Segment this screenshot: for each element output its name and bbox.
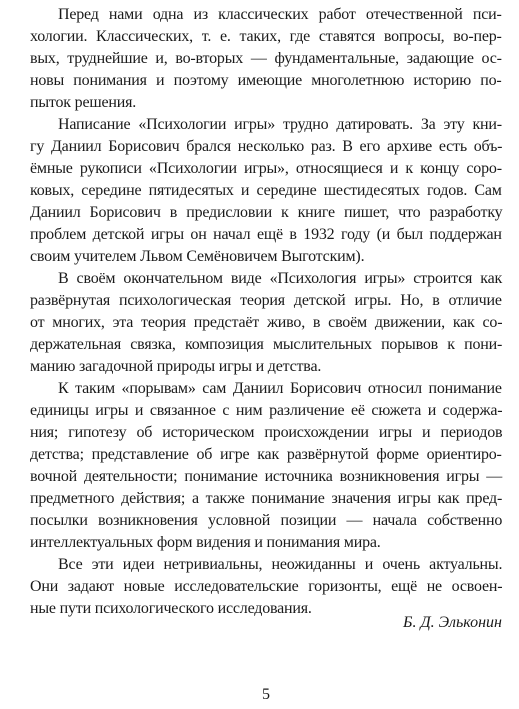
paragraph-2-line-5: Даниил Борисович в предисловии к книге пишет, что разработку [30, 204, 503, 221]
paragraph-3-line-3: от многих, эта теория предстаёт живо, в своём движении, как со- [30, 314, 503, 331]
paragraph-2-line-4: ковых, середине пятидесятых и середине шестидесятых годов. Сам [30, 182, 502, 199]
paragraph-3-line-4: держательная связка, композиция мыслительных порывов к пони- [30, 336, 503, 353]
paragraph-1-line-1: Перед нами одна из классических работ отечественной пси- [58, 6, 502, 23]
paragraph-4-line-2: единицы игры и связанное с ним различение её сюжета и содержа- [30, 402, 503, 419]
paragraph-1-line-5: пыток решения. [30, 94, 137, 111]
paragraph-4-line-4: детства; представление об игре как развёрнутой форме ориентиро- [30, 446, 502, 463]
paragraph-5-line-3: ные пути психологического исследования. [30, 600, 312, 617]
paragraph-2-line-2: гу Даниил Борисович брался несколько раз. В его архиве есть объ- [30, 138, 503, 155]
paragraph-4-line-8: интеллектуальных форм видения и понимания мира. [30, 534, 381, 551]
paragraph-1-line-4: новы понимания и поэтому имеющие многолетнюю историю по- [30, 72, 502, 89]
paragraph-1-line-2: хологии. Классических, т. е. таких, где ставятся вопросы, во-пер- [30, 28, 502, 45]
paragraph-4-line-3: ния; гипотезу об историческом происхождении игры и периодов [30, 424, 503, 441]
paragraph-3-line-2: развёрнутая психологическая теория детской игры. Но, в отличие [30, 292, 502, 309]
paragraph-4-line-1: К таким «порывам» сам Даниил Борисович относил понимание [58, 380, 502, 397]
paragraph-2-line-7: своим учителем Львом Семёновичем Выготским). [30, 248, 365, 265]
paragraph-2-line-6: проблем детской игры он начал ещё в 1932 году (и был поддержан [30, 226, 502, 243]
paragraph-5-line-2: Они задают новые исследовательские горизонты, ещё не освоен- [30, 578, 503, 595]
paragraph-5-line-1: Все эти идеи нетривиальны, неожиданны и очень актуальны. [58, 556, 503, 573]
paragraph-1-line-3: вых, труднейшие и, во-вторых — фундаментальные, задающие ос- [30, 50, 502, 67]
page-number: 5 [262, 686, 270, 703]
paragraph-4-line-7: посылки возникновения условной позиции — начала собственно [30, 512, 503, 529]
paragraph-4-line-5: вочной деятельности; понимание источника возникновения игры — [30, 468, 503, 485]
paragraph-3-line-5: манию загадочной природы игры и детства. [30, 358, 322, 375]
paragraph-2-line-1: Написание «Психологии игры» трудно датировать. За эту кни- [58, 116, 502, 133]
paragraph-2-line-3: ёмные рукописи «Психологии игры», относящиеся и к концу соро- [30, 160, 502, 177]
author-signature: Б. Д. Эльконин [403, 614, 502, 631]
book-page [30, 0, 502, 709]
paragraph-4-line-6: предметного действия; а также понимание значения игры как пред- [30, 490, 503, 507]
paragraph-3-line-1: В своём окончательном виде «Психология игры» строится как [58, 270, 503, 287]
